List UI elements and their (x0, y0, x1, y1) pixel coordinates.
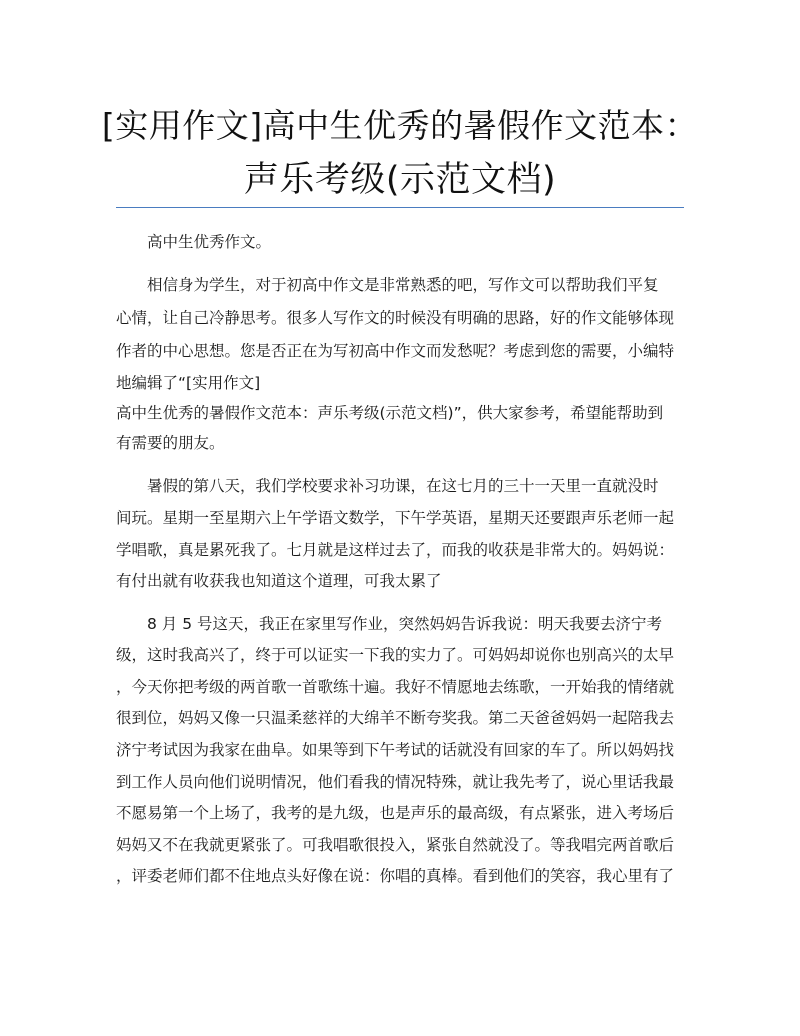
body-line: 级，这时我高兴了，终于可以证实一下我的实力了。可妈妈却说你也别高兴的太早 (116, 646, 675, 664)
body-line: 地编辑了“[实用作文] (116, 374, 261, 392)
body-line: 心情，让自己冷静思考。很多人写作文的时候没有明确的思路，好的作文能够体现 (116, 309, 675, 327)
body-line: 高中生优秀作文。 (116, 233, 272, 251)
document-title-line-1: [实用作文]高中生优秀的暑假作文范本： (101, 106, 699, 145)
body-line: 暑假的第八天，我们学校要求补习功课，在这七月的三十一天里一直就没时 (116, 477, 659, 495)
body-line: 济宁考试因为我家在曲阜。如果等到下午考试的话就没有回家的车了。所以妈妈找 (116, 741, 675, 759)
body-line: ，今天你把考级的两首歌一首歌练十遍。我好不情愿地去练歌，一开始我的情绪就 (116, 678, 675, 696)
body-line: 高中生优秀的暑假作文范本：声乐考级(示范文档)”，供大家参考，希望能帮助到 (116, 404, 664, 422)
body-line: 8 月 5 号这天，我正在家里写作业，突然妈妈告诉我说：明天我要去济宁考 (116, 615, 663, 633)
body-line: 有付出就有收获我也知道这个道理，可我太累了 (116, 572, 442, 590)
body-line: 间玩。星期一至星期六上午学语文数学，下午学英语，星期天还要跟声乐老师一起 (116, 509, 675, 527)
body-line: 到工作人员向他们说明情况，他们看我的情况特殊，就让我先考了，说心里话我最 (116, 773, 675, 791)
body-line: ，评委老师们都不住地点头好像在说：你唱的真棒。看到他们的笑容，我心里有了 (116, 867, 675, 885)
body-line: 妈妈又不在我就更紧张了。可我唱歌很投入，紧张自然就没了。等我唱完两首歌后 (116, 836, 675, 854)
body-line: 很到位，妈妈又像一只温柔慈祥的大绵羊不断夸奖我。第二天爸爸妈妈一起陪我去 (116, 709, 675, 727)
title-divider (116, 207, 684, 208)
body-line: 有需要的朋友。 (116, 434, 225, 452)
body-line: 作者的中心思想。您是否正在为写初高中作文而发愁呢？考虑到您的需要，小编特 (116, 342, 675, 360)
body-line: 相信身为学生，对于初高中作文是非常熟悉的吧，写作文可以帮助我们平复 (116, 276, 659, 294)
document-title-line-2: 声乐考级(示范文档) (243, 160, 557, 200)
body-line: 学唱歌，真是累死我了。七月就是这样过去了，而我的收获是非常大的。妈妈说： (116, 541, 675, 559)
body-line: 不愿易第一个上场了，我考的是九级，也是声乐的最高级，有点紧张，进入考场后 (116, 804, 675, 822)
